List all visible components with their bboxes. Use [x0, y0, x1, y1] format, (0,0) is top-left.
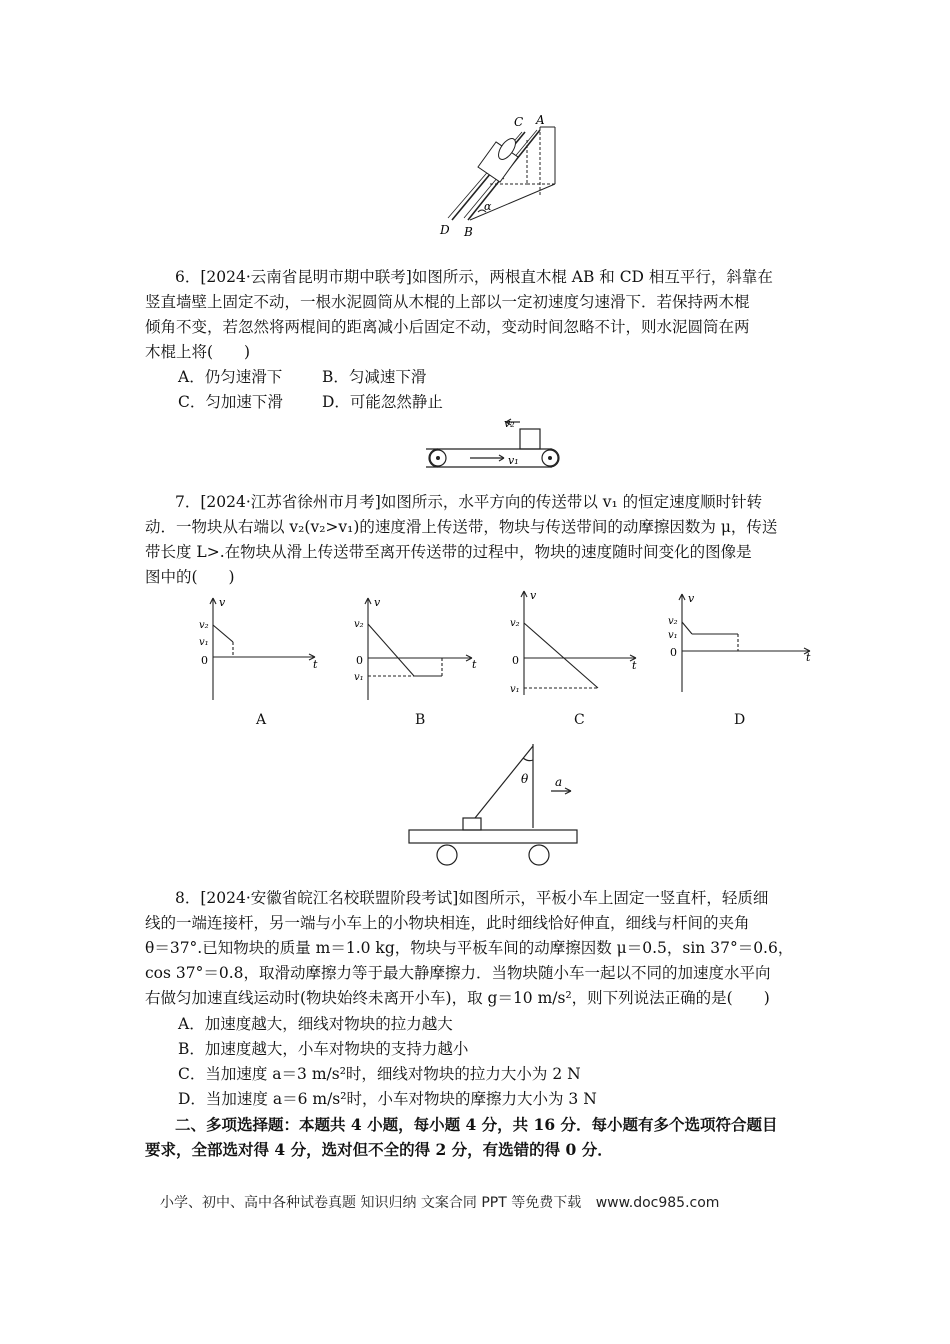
q6-stem-line: 木棍上将( )	[145, 343, 251, 361]
q8-option-d: D．当加速度 a＝6 m/s²时，小车对物块的摩擦力大小为 3 N	[178, 1090, 597, 1108]
q7-graph-b-label: B	[415, 712, 426, 728]
q6-label-c: C	[514, 115, 524, 129]
q7-graph-c-label: C	[574, 712, 585, 728]
section2-heading	[145, 1112, 810, 1162]
q8-stem-line: θ＝37°.已知物块的质量 m＝1.0 kg，物块与平板车间的动摩擦因数 μ＝0.5，sin 37°＝0.6，	[145, 939, 794, 957]
q8-option-c: C．当加速度 a＝3 m/s²时，细线对物块的拉力大小为 2 N	[178, 1065, 581, 1083]
q7-graph-d-v2: v₂	[668, 616, 678, 627]
q7-graph-b-taxis: t	[472, 658, 477, 671]
q7-graph-a-vaxis: v	[219, 596, 226, 609]
q6-stem-line: 6．[2024·云南省昆明市期中联考]如图所示，两根直木棍 AB 和 CD 相互平行，斜靠在	[175, 268, 773, 286]
q7-graph-b-v2: v₂	[354, 619, 364, 630]
q8-option-b: B．加速度越大，小车对物块的支持力越小	[178, 1040, 469, 1058]
q7-graph-c-zero: 0	[512, 654, 519, 667]
q7-stem-line: 带长度 L>.在物块从滑上传送带至离开传送带的过程中，物块的速度随时间变化的图像是	[145, 543, 752, 561]
q7-stem-line: 7．[2024·江苏省徐州市月考]如图所示，水平方向的传送带以 v₁ 的恒定速度顺时针转	[175, 493, 763, 511]
q8-fig-a: a	[555, 775, 563, 789]
q8-stem-line: 线的一端连接杆，另一端与小车上的小物块相连，此时细线恰好伸直，细线与杆间的夹角	[145, 914, 750, 932]
q8-stem-line: cos 37°＝0.8，取滑动摩擦力等于最大静摩擦力．当物块随小车一起以不同的加速度水平向	[145, 964, 771, 982]
q7-graph-b-vaxis: v	[374, 596, 381, 609]
q6-option-a: A．仍匀速滑下	[178, 368, 283, 386]
q7-graph-c-v1: v₁	[510, 684, 520, 695]
q6-label-a: A	[536, 113, 545, 127]
q6-figure	[430, 112, 560, 242]
q7-graph-b-v1: v₁	[354, 672, 364, 683]
q7-fig-v1: v₁	[508, 454, 519, 467]
q7-graph-c-v2: v₂	[510, 618, 520, 629]
q7-graph-d-zero: 0	[670, 646, 677, 659]
footer-site-link[interactable]: www.doc985.com	[595, 1195, 720, 1211]
q7-stem-line: 动．一物块从右端以 v₂(v₂>v₁)的速度滑上传送带，物块与传送带间的动摩擦因数为 μ，传送	[145, 518, 778, 536]
q6-option-c: C．匀加速下滑	[178, 393, 283, 411]
q6-stem-line: 倾角不变，若忽然将两棍间的距离减小后固定不动，变动时间忽略不计，则水泥圆筒在两	[145, 318, 750, 336]
q8-stem-line: 8．[2024·安徽省皖江名校联盟阶段考试]如图所示，平板小车上固定一竖直杆，轻质细	[175, 889, 769, 907]
q7-graph-c-vaxis: v	[530, 589, 537, 602]
page-footer	[160, 1192, 729, 1212]
q7-graph-d-vaxis: v	[688, 592, 695, 605]
q8-stem-line: 右做匀加速直线运动时(物块始终未离开小车)，取 g＝10 m/s²，则下列说法正确的是( )	[145, 989, 770, 1007]
q6-option-d: D．可能忽然静止	[322, 393, 443, 411]
q7-stem-line: 图中的( )	[145, 568, 235, 586]
q7-conveyor-figure	[424, 415, 564, 475]
q8-option-a: A．加速度越大，细线对物块的拉力越大	[178, 1015, 453, 1033]
q6-label-b: B	[464, 225, 473, 239]
q6-label-d: D	[440, 223, 450, 237]
q7-graph-d-taxis: t	[806, 651, 811, 664]
q6-stem-line: 竖直墙壁上固定不动，一根水泥圆筒从木棍的上部以一定初速度匀速滑下．若保持两木棍	[145, 293, 750, 311]
q8-stem	[145, 886, 810, 1011]
q7-graph-b	[340, 592, 480, 707]
q7-graph-a-v2: v₂	[199, 620, 209, 631]
q7-graph-a-label: A	[256, 712, 267, 728]
q7-fig-v2: v₂	[504, 417, 515, 430]
section2-line: 要求，全部选对得 4 分，选对但不全的得 2 分，有选错的得 0 分．	[145, 1140, 613, 1159]
q7-graph-b-zero: 0	[356, 654, 363, 667]
q6-option-b: B．匀减速下滑	[322, 368, 427, 386]
q7-stem	[145, 490, 810, 590]
q7-graph-d	[660, 588, 820, 696]
q8-cart-figure	[405, 738, 585, 868]
q7-graph-c	[500, 585, 645, 700]
q7-graph-c-taxis: t	[632, 659, 637, 672]
q7-graph-a-v1: v₁	[199, 637, 209, 648]
q7-graph-d-label: D	[734, 712, 746, 728]
q6-label-alpha: α	[484, 200, 492, 213]
q8-fig-theta: θ	[521, 772, 529, 786]
q7-graph-d-v1: v₁	[668, 630, 678, 641]
q7-graph-a	[195, 592, 330, 707]
section2-line: 二、多项选择题：本题共 4 小题，每小题 4 分，共 16 分．每小题有多个选项符合题目	[175, 1115, 778, 1134]
footer-text: 小学、初中、高中各种试卷真题 知识归纳 文案合同 PPT 等免费下载	[160, 1195, 582, 1211]
q6-stem	[145, 265, 810, 365]
q7-graph-a-taxis: t	[313, 658, 318, 671]
q7-graph-a-zero: 0	[201, 654, 208, 667]
